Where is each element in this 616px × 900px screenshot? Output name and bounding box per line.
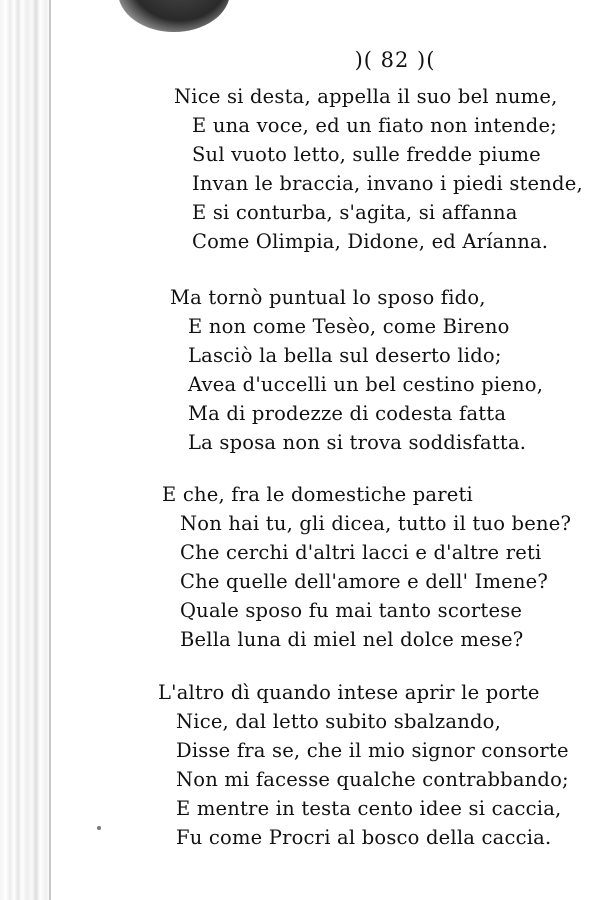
verse-line: Fu come Procri al bosco della caccia. [176,826,552,849]
verse-line: Sul vuoto letto, sulle fredde piume [192,143,541,166]
stanza-4 [158,678,598,852]
verse-line: E una voce, ed un fiato non intende; [192,114,557,137]
verse-line: L'altro dì quando intese aprir le porte [158,681,540,704]
verse-line: Ma di prodezze di codesta fatta [188,402,507,425]
verse-line: La sposa non si trova soddisfatta. [188,431,527,454]
stanza-2 [170,283,610,457]
verse-line: Quale sposo fu mai tanto scortese [180,599,523,622]
book-binding-edge [0,0,50,900]
stanza-3 [162,480,602,654]
verse-line: Lasciò la bella sul deserto lido; [188,344,502,367]
verse-line: E non come Tesèo, come Bireno [188,315,510,338]
verse-line: Non hai tu, gli dicea, tutto il tuo bene? [180,512,572,535]
stanza-1 [174,82,614,256]
page-edge [49,0,51,900]
verse-line: Non mi facesse qualche contrabbando; [176,768,569,791]
verse-line: E che, fra le domestiche pareti [162,483,473,506]
ink-blot [118,0,230,32]
verse-line: Disse fra se, che il mio signor consorte [176,739,569,762]
verse-line: Avea d'uccelli un bel cestino pieno, [188,373,544,396]
verse-line: Ma tornò puntual lo sposo fido, [170,286,486,309]
page-number: )( 82 )( [354,48,436,72]
verse-line: Invan le braccia, invano i piedi stende, [192,172,583,195]
verse-line: Nice, dal letto subito sbalzando, [176,710,501,733]
verse-line: E mentre in testa cento idee si caccia, [176,797,562,820]
verse-line: Nice si desta, appella il suo bel nume, [174,85,558,108]
verse-line: E si conturba, s'agita, si affanna [192,201,518,224]
verse-line: Che cerchi d'altri lacci e d'altre reti [180,541,542,564]
ink-speck [97,826,101,830]
verse-line: Che quelle dell'amore e dell' Imene? [180,570,549,593]
verse-line: Come Olimpia, Didone, ed Aríanna. [192,230,549,253]
verse-line: Bella luna di miel nel dolce mese? [180,628,524,651]
